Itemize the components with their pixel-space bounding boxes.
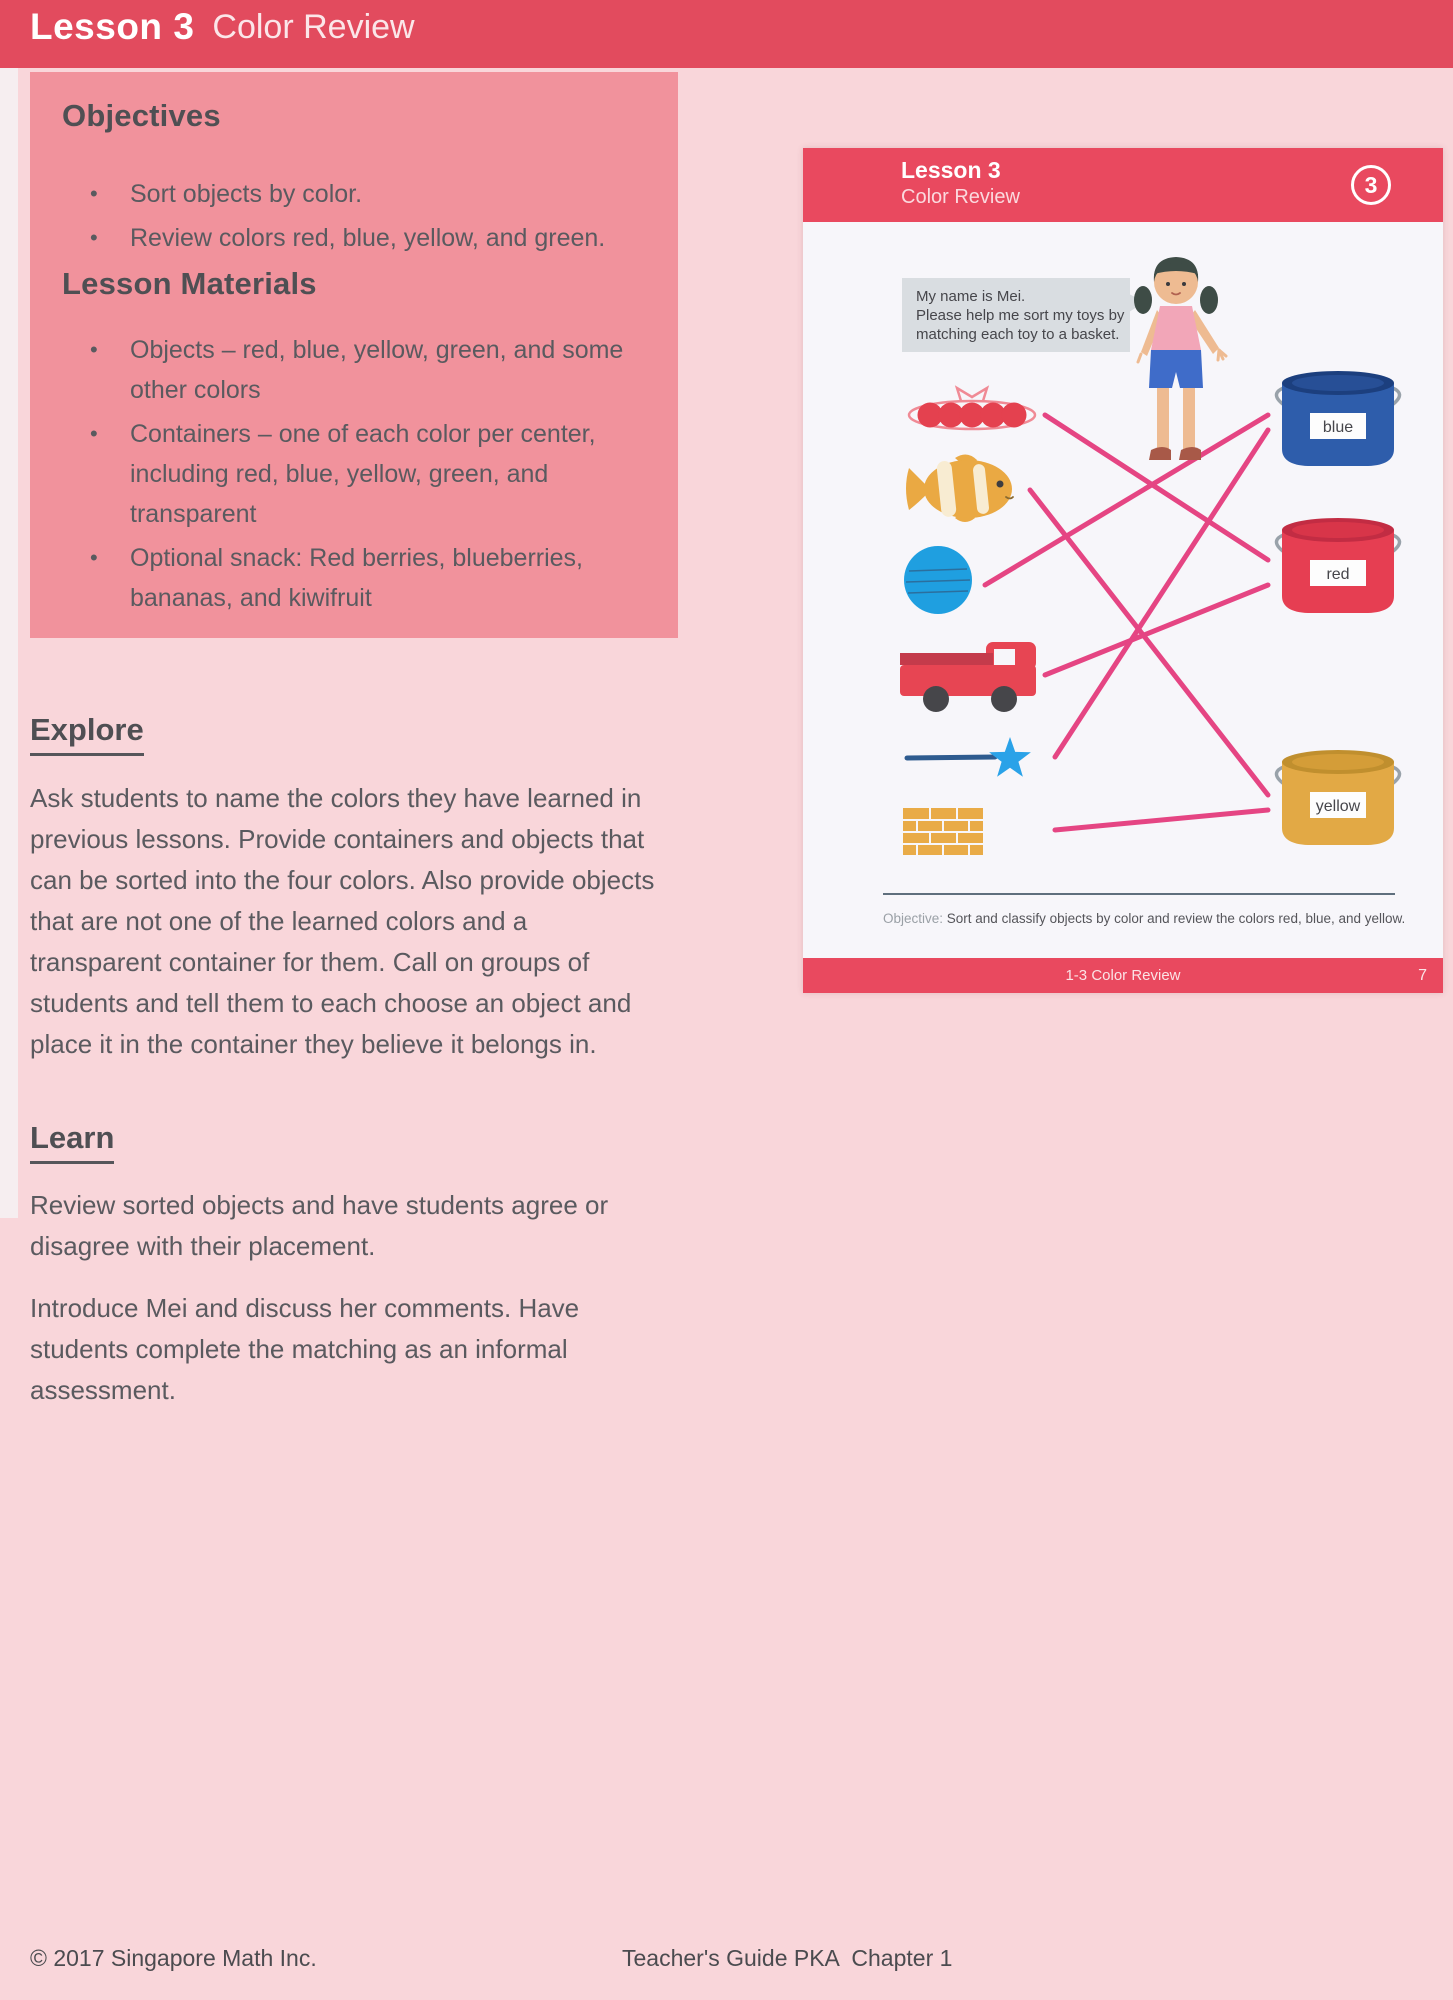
materials-heading: Lesson Materials — [62, 266, 317, 301]
materials-list — [72, 330, 630, 622]
learn-heading: Learn — [30, 1120, 114, 1164]
worksheet-objective — [883, 911, 1423, 926]
scan-edge-strip — [0, 68, 18, 1218]
yellow-brick-wall-icon — [903, 808, 983, 855]
list-item: • Review colors red, blue, yellow, and green. — [72, 218, 630, 258]
worksheet-thumbnail — [803, 148, 1443, 993]
copyright-text: © 2017 Singapore Math Inc. — [30, 1945, 317, 1971]
speech-line: Please help me sort my toys by — [916, 307, 1125, 324]
learn-paragraph-1: Review sorted objects and have students agree or disagree with their placement. — [30, 1190, 609, 1261]
page-header-bar — [0, 0, 1453, 68]
match-line-bricks-yellow — [1055, 810, 1268, 830]
list-item: • Objects – red, blue, yellow, green, and some other colors — [72, 330, 630, 410]
blue-basket — [1268, 363, 1408, 475]
objectives-box — [30, 72, 678, 638]
objective-label: Objective: — [883, 911, 944, 926]
lesson-number: Lesson 3 — [30, 6, 195, 47]
red-truck-icon — [898, 638, 1043, 713]
basket-label: blue — [1322, 419, 1354, 436]
chapter-badge: 3 — [1351, 165, 1391, 205]
list-item: • Optional snack: Red berries, blueberries, bananas, and kiwifruit — [72, 538, 630, 618]
worksheet-footer-bar — [803, 958, 1443, 993]
worksheet-lesson-title: Color Review — [901, 186, 1020, 208]
mei-speech-bubble — [902, 278, 1130, 352]
learn-paragraph-2: Introduce Mei and discuss her comments. Have students complete the matching as an informal assessment. — [30, 1293, 580, 1405]
speech-line: My name is Mei. — [916, 288, 1026, 305]
yellow-basket — [1268, 742, 1408, 854]
objective-text: Sort and classify objects by color and review the colors red, blue, and yellow. — [943, 911, 1406, 926]
mei-character-icon — [1133, 252, 1228, 470]
objectives-list — [72, 174, 630, 262]
objectives-heading: Objectives — [62, 98, 221, 133]
worksheet-lesson-number: Lesson 3 — [901, 157, 1001, 183]
worksheet-header-bar — [803, 148, 1443, 222]
blue-ball-icon — [903, 545, 973, 615]
worksheet-footer-title: 1-3 Color Review — [1065, 967, 1181, 984]
red-bead-necklace-icon — [905, 385, 1040, 433]
list-item: • Containers – one of each color per center, including red, blue, yellow, green, and transparent — [72, 414, 630, 534]
worksheet-page-number: 7 — [1418, 967, 1427, 984]
divider-line — [883, 893, 1395, 895]
blue-star-wand-icon — [903, 735, 1038, 781]
lesson-title: Color Review — [212, 8, 415, 46]
speech-line: matching each toy to a basket. — [916, 326, 1120, 343]
red-basket — [1268, 510, 1408, 622]
basket-label: red — [1326, 566, 1350, 583]
orange-clownfish-icon — [903, 448, 1023, 528]
explore-heading: Explore — [30, 712, 144, 756]
explore-paragraph: Ask students to name the colors they have learned in previous lessons. Provide containers and objects that can be sorted into the four colors. Also provide objects that are not one of the learned colors and a transparent container for them. Call on groups of students and tell them to each choose an object and place it in the container they believe it belongs in. — [30, 783, 655, 1059]
basket-label: yellow — [1315, 798, 1361, 815]
guide-chapter-text: Teacher's Guide PKA Chapter 1 — [622, 1945, 953, 1971]
list-item: • Sort objects by color. — [72, 174, 630, 214]
